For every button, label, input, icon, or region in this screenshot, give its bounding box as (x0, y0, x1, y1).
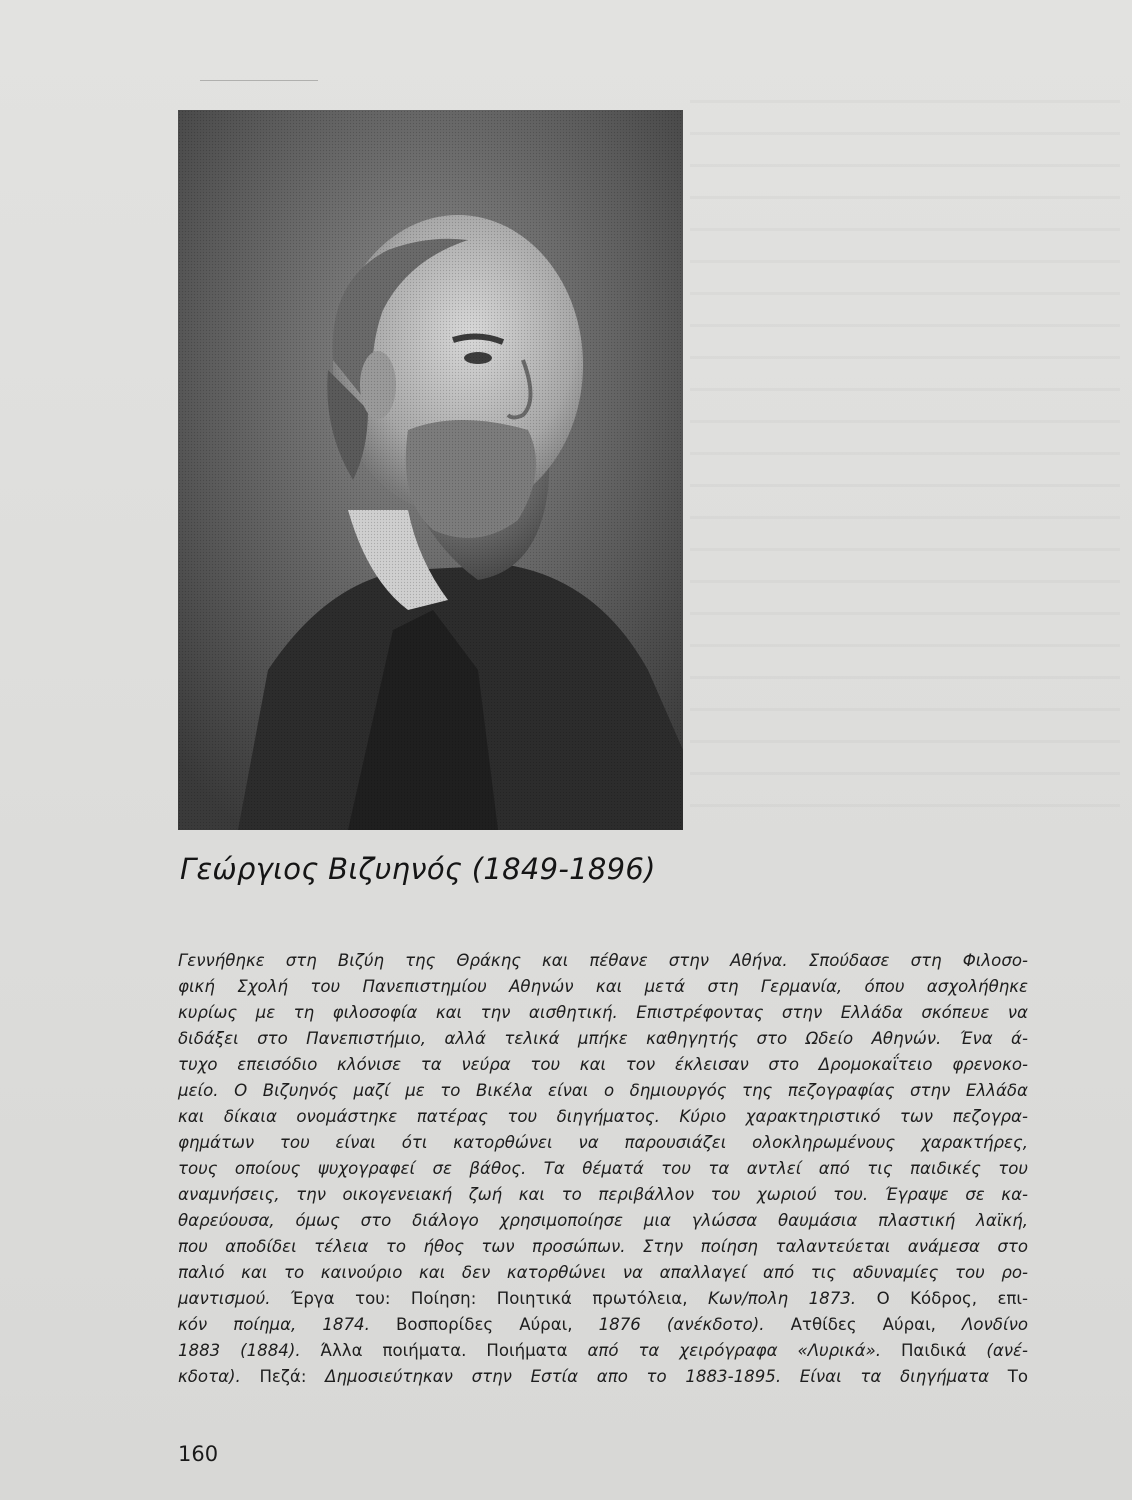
portrait-caption: Γεώργιος Βιζυηνός (1849-1896) (180, 852, 656, 886)
bio-line (178, 1104, 1028, 1130)
bio-line (178, 1234, 1028, 1260)
bio-segment: μείο. Ο Βιζυηνός μαζί με το Βικέλα είναι ο δημιουργός της πεζογραφίας στην Ελλάδα (178, 1081, 1028, 1100)
bio-segment: Ατθίδες Αύραι, (790, 1315, 963, 1334)
bio-segment: Παιδικά (900, 1341, 987, 1360)
bio-segment: διδάξει στο Πανεπιστήμιο, αλλά τελικά μπήκε καθηγητής στο Ωδείο Αθηνών. Ένα ά- (178, 1029, 1028, 1048)
bio-line (178, 1052, 1028, 1078)
bio-line (178, 1338, 1028, 1364)
bio-segment: που αποδίδει τέλεια το ήθος των προσώπων. Στην ποίηση ταλαντεύεται ανάμεσα στο (178, 1237, 1028, 1256)
bio-segment: 1883 (1884). (178, 1341, 321, 1360)
bio-segment: 1876 (ανέκδοτο). (598, 1315, 791, 1334)
bio-segment: Δημοσιεύτηκαν στην Εστία απο το 1883-1895. Είναι τα διηγήματα (325, 1367, 1008, 1386)
bio-segment: Γεννήθηκε στη Βιζύη της Θράκης και πέθανε στην Αθήνα. Σπούδασε στη Φιλοσο- (178, 951, 1028, 970)
bio-segment: τυχο επεισόδιο κλόνισε τα νεύρα του και τον έκλεισαν στο Δρομοκαΐτειο φρενοκο- (178, 1055, 1028, 1074)
bio-segment: (ανέ- (986, 1341, 1029, 1360)
bio-segment: κυρίως με τη φιλοσοφία και την αισθητική. Επιστρέφοντας στην Ελλάδα σκόπευε να (178, 1003, 1028, 1022)
bio-line (178, 974, 1028, 1000)
bio-segment: θαρεύουσα, όμως στο διάλογο χρησιμοποίησε μια γλώσσα θαυμάσια πλαστική λαϊκή, (178, 1211, 1028, 1230)
bio-segment: Κων/πολη 1873. (707, 1289, 877, 1308)
bio-line (178, 948, 1028, 974)
bio-line (178, 1156, 1028, 1182)
portrait-photo (178, 110, 683, 830)
bio-line (178, 1208, 1028, 1234)
bio-segment: Άλλα ποιήματα. Ποιήματα (320, 1341, 588, 1360)
bio-line (178, 1182, 1028, 1208)
bio-segment: από τα χειρόγραφα «Λυρικά». (587, 1341, 901, 1360)
bio-segment: και δίκαια ονομάστηκε πατέρας του διηγήματος. Κύριο χαρακτηριστικό των πεζογρα- (178, 1107, 1028, 1126)
top-rule (200, 80, 318, 81)
bio-segment: Βοσπορίδες Αύραι, (395, 1315, 599, 1334)
bio-segment: Έργα του: Ποίηση: Ποιητικά πρωτόλεια, (290, 1289, 708, 1308)
bio-line (178, 1130, 1028, 1156)
bio-segment: κόν ποίημα, 1874. (178, 1315, 396, 1334)
bio-segment: Λονδίνο (962, 1315, 1028, 1334)
bio-line (178, 1000, 1028, 1026)
bio-line (178, 1026, 1028, 1052)
bio-segment: παλιό και το καινούριο και δεν κατορθώνει να απαλλαγεί από τις αδυναμίες του ρο- (178, 1263, 1028, 1282)
bio-segment: αναμνήσεις, την οικογενειακή ζωή και το περιβάλλον του χωριού του. Έγραψε σε κα- (178, 1185, 1028, 1204)
bio-line (178, 1260, 1028, 1286)
page-number: 160 (178, 1442, 219, 1466)
bio-segment: κδοτα). (178, 1367, 260, 1386)
bio-line (178, 1364, 1028, 1390)
bio-line (178, 1312, 1028, 1338)
bio-line (178, 1286, 1028, 1312)
bio-segment: Το (1007, 1367, 1028, 1386)
bio-segment: φημάτων του είναι ότι κατορθώνει να παρουσιάζει ολοκληρωμένους χαρακτήρες, (178, 1133, 1028, 1152)
bio-segment: τους οποίους ψυχογραφεί σε βάθος. Τα θέματά του τα αντλεί από τις παιδικές του (178, 1159, 1028, 1178)
bio-line (178, 1078, 1028, 1104)
biography-text (178, 948, 1028, 1390)
bleed-through-text (690, 100, 1120, 820)
bio-segment: μαντισμού. (178, 1289, 291, 1308)
bio-segment: Πεζά: (259, 1367, 326, 1386)
bio-segment: φική Σχολή του Πανεπιστημίου Αθηνών και μετά στη Γερμανία, όπου ασχολήθηκε (178, 977, 1028, 996)
bio-segment: Ο Κόδρος, επι- (876, 1289, 1029, 1308)
